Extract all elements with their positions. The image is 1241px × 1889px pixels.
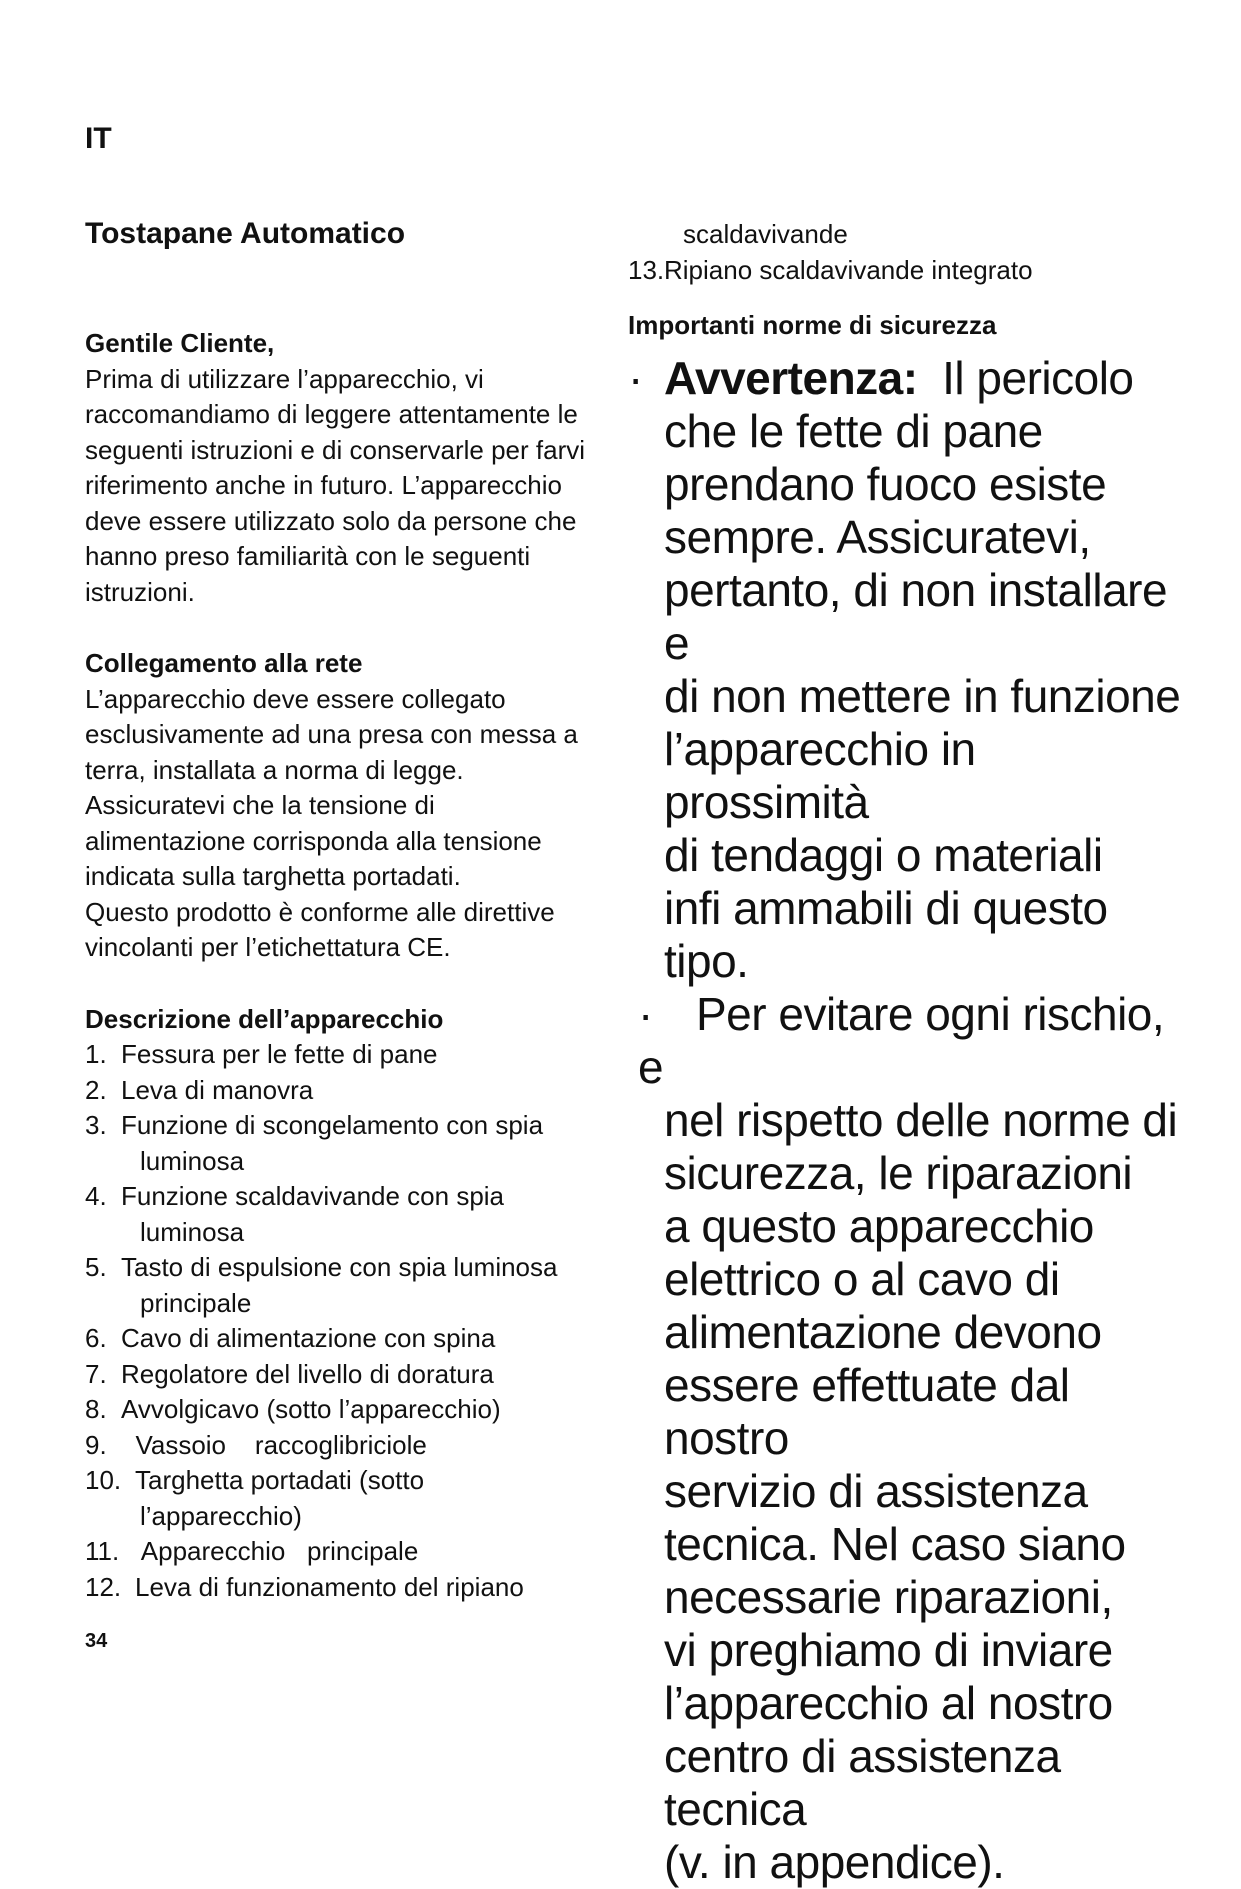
warning-line: di tendaggi o materiali xyxy=(664,828,1103,881)
list-item-continuation: principale xyxy=(140,1287,252,1318)
list-item xyxy=(85,1037,605,1073)
item-text: Ripiano scaldavivande integrato xyxy=(664,255,1033,285)
item-number: 3. xyxy=(85,1110,107,1140)
repair-first-line xyxy=(628,988,1188,1094)
greeting-line: raccomandiamo di leggere attentamente le xyxy=(85,399,578,429)
document-title: Tostapane Automatico xyxy=(85,217,406,250)
connection-section xyxy=(85,646,605,966)
repair-line: tecnica. Nel caso siano xyxy=(664,1517,1126,1570)
repair-line: essere effettuate dal nostro xyxy=(664,1358,1070,1464)
list-item xyxy=(85,1428,605,1464)
item-number: 13. xyxy=(628,255,665,285)
item-text: Funzione scaldavivande con spia xyxy=(121,1181,505,1211)
warning-line: sempre. Assicuratevi, xyxy=(664,510,1091,563)
greeting-line: hanno preso familiarità con le seguenti xyxy=(85,541,531,571)
list-item xyxy=(85,1463,605,1499)
list-item xyxy=(85,1179,605,1215)
repair-line: a questo apparecchio xyxy=(664,1199,1094,1252)
repair-line: Per evitare ogni rischio, e xyxy=(638,987,1165,1093)
connection-line: terra, installata a norma di legge. xyxy=(85,754,464,785)
list-item xyxy=(628,252,1188,288)
item-text: Avvolgicavo (sotto l’apparecchio) xyxy=(121,1394,501,1424)
greeting-line: istruzioni. xyxy=(85,576,195,607)
repair-block xyxy=(628,988,1188,1889)
warning-line: pertanto, di non installare e xyxy=(664,563,1168,669)
repair-line: necessarie riparazioni, xyxy=(664,1570,1113,1623)
connection-line: L’apparecchio deve essere collegato xyxy=(85,683,506,714)
warning-block xyxy=(628,352,1188,988)
item-number: 12. xyxy=(85,1571,122,1602)
repair-line: l’apparecchio al nostro xyxy=(664,1676,1113,1729)
warning-label: Avvertenza: xyxy=(664,351,918,404)
list-item xyxy=(85,1073,605,1109)
item-text: Targhetta portadati (sotto xyxy=(135,1465,425,1495)
bullet-icon: · xyxy=(628,351,643,404)
item-number: 5. xyxy=(85,1252,107,1282)
item-number: 4. xyxy=(85,1181,107,1211)
item-number: 8. xyxy=(85,1394,107,1424)
warning-line: infi ammabili di questo tipo. xyxy=(664,881,1108,987)
right-column xyxy=(628,216,1188,1889)
list-item xyxy=(85,1321,605,1357)
repair-line: alimentazione devono xyxy=(664,1305,1102,1358)
list-item-continuation: luminosa xyxy=(140,1145,245,1176)
page-number: 34 xyxy=(85,1630,108,1652)
item-number: 11. xyxy=(85,1536,120,1566)
repair-line: vi preghiamo di inviare xyxy=(664,1623,1113,1676)
list-item xyxy=(85,1250,605,1286)
item-number: 7. xyxy=(85,1358,107,1389)
item-text: Vassoio raccoglibriciole xyxy=(121,1429,427,1460)
connection-line: esclusivamente ad una presa con messa a xyxy=(85,719,578,749)
left-column xyxy=(85,216,605,1605)
connection-line: alimentazione corrisponda alla tensione xyxy=(85,825,542,856)
item-text: Apparecchio principale xyxy=(135,1536,419,1566)
greeting-heading: Gentile Cliente, xyxy=(85,328,275,358)
connection-line: indicata sulla targhetta portadati. xyxy=(85,861,461,891)
item-number: 6. xyxy=(85,1323,107,1353)
greeting-line: riferimento anche in futuro. L’apparecchio xyxy=(85,470,562,500)
greeting-line: Prima di utilizzare l’apparecchio, vi xyxy=(85,363,484,394)
connection-heading: Collegamento alla rete xyxy=(85,648,363,678)
connection-line: vincolanti per l’etichettatura CE. xyxy=(85,932,451,962)
description-heading: Descrizione dell’apparecchio xyxy=(85,1003,444,1034)
repair-line: sicurezza, le riparazioni xyxy=(664,1146,1133,1199)
connection-line: Questo prodotto è conforme alle direttive xyxy=(85,896,555,927)
warning-line: Il pericolo xyxy=(942,351,1134,404)
language-code: IT xyxy=(85,122,112,155)
item-text: Leva di funzionamento del ripiano xyxy=(135,1571,524,1602)
list-item xyxy=(85,1570,605,1606)
item-text: Fessura per le fette di pane xyxy=(121,1039,438,1069)
greeting-section xyxy=(85,326,605,610)
connection-line: Assicuratevi che la tensione di xyxy=(85,790,435,820)
item-number: 10. xyxy=(85,1465,122,1495)
safety-heading: Importanti norme di sicurezza xyxy=(628,310,997,340)
list-item-continuation: luminosa xyxy=(140,1216,245,1247)
repair-line: elettrico o al cavo di xyxy=(664,1252,1060,1305)
repair-line: nel rispetto delle norme di xyxy=(664,1093,1178,1146)
repair-line: (v. in appendice). xyxy=(664,1835,1005,1888)
list-item xyxy=(85,1108,605,1144)
list-item-continuation: scaldavivande xyxy=(683,219,848,249)
repair-line: centro di assistenza tecnica xyxy=(664,1729,1061,1835)
bullet-icon: · xyxy=(638,987,653,1040)
warning-line: prendano fuoco esiste xyxy=(664,457,1107,510)
list-item xyxy=(85,1392,605,1428)
item-text: Regolatore del livello di doratura xyxy=(121,1358,494,1389)
repair-line: servizio di assistenza xyxy=(664,1464,1088,1517)
item-number: 2. xyxy=(85,1074,107,1105)
list-item-continuation: l’apparecchio) xyxy=(140,1500,302,1531)
warning-line: che le fette di pane xyxy=(664,404,1043,457)
item-number: 9. xyxy=(85,1429,107,1460)
greeting-line: deve essere utilizzato solo da persone che xyxy=(85,505,577,536)
warning-line: di non mettere in funzione xyxy=(664,669,1181,722)
parts-list xyxy=(85,1037,605,1605)
warning-line: l’apparecchio in prossimità xyxy=(664,722,976,828)
item-text: Leva di manovra xyxy=(121,1074,314,1105)
list-item xyxy=(85,1534,605,1570)
item-text: Cavo di alimentazione con spina xyxy=(121,1323,496,1353)
item-text: Funzione di scongelamento con spia xyxy=(121,1110,544,1140)
greeting-line: seguenti istruzioni e di conservarle per farvi xyxy=(85,434,586,465)
warning-first-line xyxy=(628,352,1188,405)
item-number: 1. xyxy=(85,1039,107,1069)
description-section xyxy=(85,1002,605,1606)
list-item xyxy=(85,1357,605,1393)
item-text: Tasto di espulsione con spia luminosa xyxy=(121,1252,558,1282)
